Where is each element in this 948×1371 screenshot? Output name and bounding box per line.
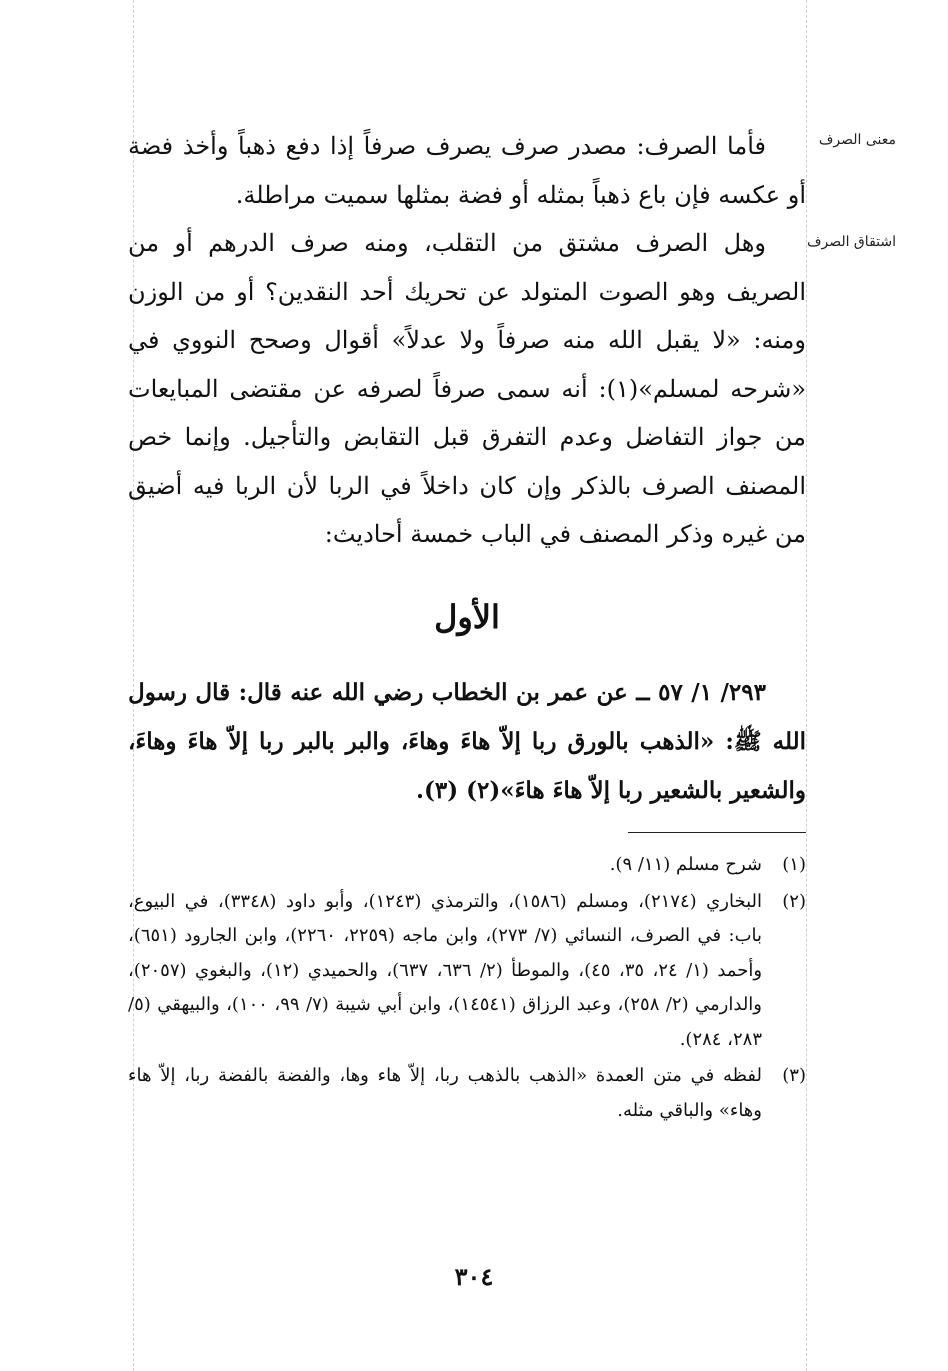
footnote-number: (١) (782, 854, 806, 875)
margin-note-derivation: اشتقاق الصرف (806, 234, 896, 250)
footnote-item (128, 848, 806, 883)
footnote-number: (٢) (782, 890, 806, 912)
footnote-item (128, 1059, 806, 1128)
section-heading: الأول (434, 598, 500, 636)
footnote-item (128, 885, 806, 1058)
hadith-text (128, 668, 806, 815)
footnote-text: لفظه في متن العمدة «الذهب بالذهب ربا، إلاّ هاء وها، والفضة بالفضة ربا، إلاّ هاء وهاء» والباقي مثله. (128, 1065, 762, 1121)
footnote-text: شرح مسلم (١١/ ٩). (609, 854, 762, 875)
scan-guide-line (806, 0, 807, 1371)
paragraph-text: وهل الصرف مشتق من التقلب، ومنه صرف الدرهم أو من الصريف وهو الصوت المتولد عن تحريك أحد النقدين؟ أو من الوزن ومنه: «لا يقبل الله منه صرفاً ولا عدلاً» أقوال وصحح النووي في «شرحه لمسلم»(١): أنه سمى صرفاً لصرفه عن مقتضى المبايعات من جواز التفاضل وعدم التفرق قبل التقابض والتأجيل. وإنما خص المصنف الصرف بالذكر وإن كان داخلاً في الربا لأن الربا فيه أضيق من غيره وذكر المصنف في الباب خمسة أحاديث: (128, 229, 806, 548)
page-number: ٣٠٤ (454, 1262, 494, 1291)
footnote-number: (٣) (782, 1065, 806, 1086)
intro-paragraph-2 (128, 219, 806, 559)
footnote-separator (628, 832, 806, 833)
intro-paragraph-1 (128, 122, 806, 219)
paragraph-text: فأما الصرف: مصدر صرف يصرف صرفاً إذا دفع ذهباً وأخذ فضة أو عكسه فإن باع ذهباً بمثله أو فضة بمثلها سميت مراطلة. (128, 132, 806, 209)
footnote-text: البخاري (٢١٧٤)، ومسلم (١٥٨٦)، والترمذي (١٢٤٣)، وأبو داود (٣٣٤٨)، في البيوع، باب: في الصرف، النسائي (٧/ ٢٧٣)، وابن ماجه (٢٢٥٩، ٢٢٦٠)، وابن الجارود (٦٥١)، وأحمد (١/ ٢٤، ٣٥، ٤٥)، والموطأ (٢/ ٦٣٦، ٦٣٧)، والحميدي (١٢)، والبغوي (٢٠٥٧)، والدارمي (٢/ ٢٥٨)، وعبد الرزاق (١٤٥٤١)، وابن أبي شيبة (٧/ ٩٩، ١٠٠)، والبيهقي (٥/ ٢٨٣، ٢٨٤). (128, 890, 763, 1050)
footnotes (128, 848, 806, 1130)
hadith-paragraph: ٢٩٣/ ١/ ٥٧ ــ عن عمر بن الخطاب رضي الله عنه قال: قال رسول الله ﷺ: «الذهب بالورق ربا إلاّ هاءَ وهاءَ، والبر بالبر ربا إلاّ هاءَ وهاءَ، والشعير بالشعير ربا إلاّ هاءَ هاءَ»(٢) (٣). (128, 679, 806, 804)
margin-note-meaning: معنى الصرف (818, 132, 896, 148)
